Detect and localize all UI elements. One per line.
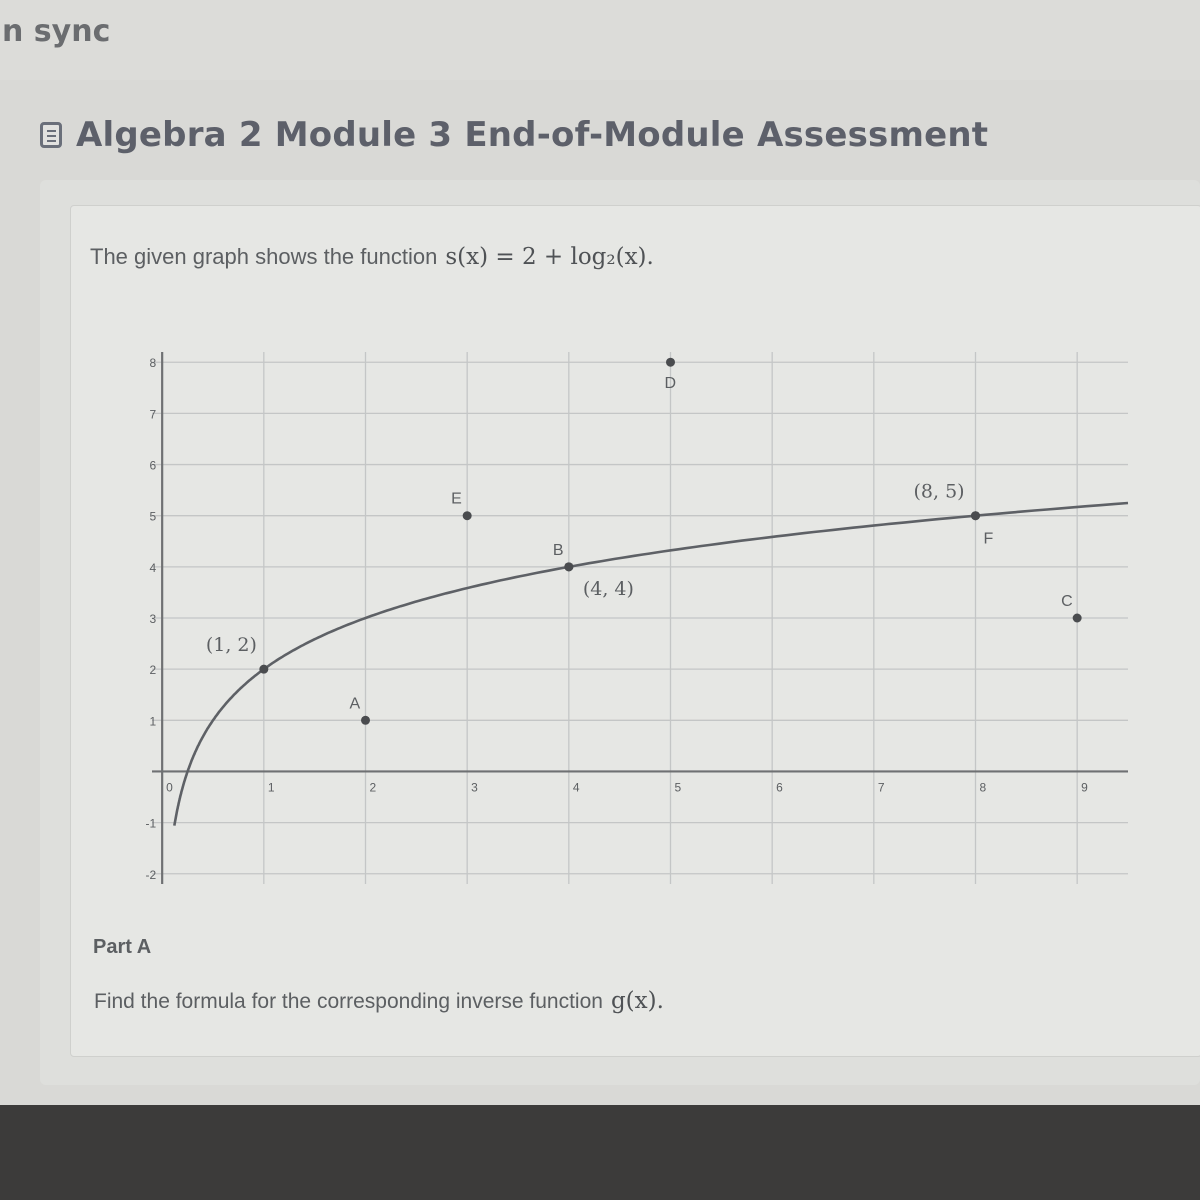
y-tick-label: 3 [149,612,157,626]
inverse-function-notation: g(x). [610,988,664,1014]
part-a-question [94,988,664,1014]
x-tick-label: 3 [471,780,478,795]
tick-labels [145,356,1088,882]
y-tick-label: 4 [149,560,157,575]
point-label: B [552,541,564,559]
point-marker [361,716,370,725]
x-tick-label: 1 [267,780,275,795]
sync-status-text: n sync [2,14,111,49]
point-label: D [664,375,677,393]
function-graph [90,340,1140,900]
document-icon [40,122,62,148]
question-prompt: Find the formula for the corresponding inverse function [94,990,603,1013]
x-tick-label: 0 [166,780,173,795]
y-tick-label: 8 [149,356,157,371]
page-header [40,110,988,160]
question-statement [90,244,654,270]
y-tick-label: 6 [149,458,157,473]
statement-text: The given graph shows the function [90,244,438,269]
point-label: A [349,695,361,713]
point-marker [666,358,675,367]
x-tick-label: 9 [1081,780,1088,795]
coordinate-label: (8, 5) [913,480,965,503]
page-title: Algebra 2 Module 3 End-of-Module Assessment [76,115,989,155]
coordinate-label: (1, 2) [205,634,257,657]
y-tick-label: 1 [149,714,157,729]
point-label: E [451,490,462,508]
x-tick-label: 7 [877,780,885,795]
part-a-label: Part A [93,936,152,958]
y-tick-label: 7 [149,407,157,422]
x-tick-label: 4 [572,780,580,795]
bottom-bar [0,1105,1200,1200]
point-f[interactable] [971,511,994,548]
coordinate-label: (4, 4) [582,577,634,600]
x-tick-label: 2 [369,780,377,795]
y-tick-label: 5 [149,509,157,524]
y-tick-label: 2 [149,663,157,678]
y-tick-label: -2 [145,867,157,882]
top-bar [0,0,1200,80]
grid-lines [152,352,1128,884]
point-label: F [983,530,994,548]
x-tick-label: 8 [979,780,987,795]
point-marker [971,511,980,520]
x-tick-label: 5 [674,780,682,795]
point-label: C [1061,593,1073,610]
point-marker [1073,614,1082,623]
function-curve [174,503,1128,826]
x-tick-label: 6 [776,780,783,795]
point-d[interactable] [665,358,677,393]
y-tick-label: -1 [145,816,157,831]
point-marker [463,511,472,520]
point-marker [564,562,573,571]
function-formula: s(x) = 2 + log₂(x). [445,244,654,270]
curve-point [259,665,268,674]
